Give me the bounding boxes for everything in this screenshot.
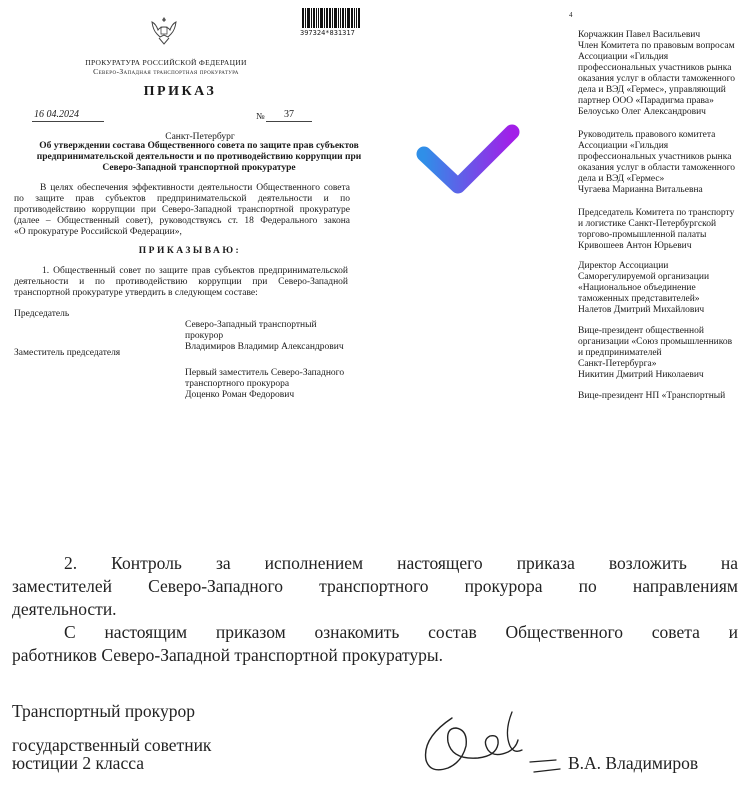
member-4: Директор Ассоциации Саморегулируемой организации «Национальное объединение таможенных представителей» Налетов Дмитрий Михайлович bbox=[578, 261, 710, 315]
org-name: ПРОКУРАТУРА РОССИЙСКОЙ ФЕДЕРАЦИИ bbox=[85, 58, 247, 67]
page-number: 4 bbox=[569, 11, 573, 19]
deputy-name: Доценко Роман Федорович bbox=[185, 390, 295, 400]
office-name: Северо-Западная транспортная прокуратура bbox=[93, 67, 239, 76]
member-name: Кривошеев Антон Юрьевич bbox=[578, 241, 692, 251]
doc-date: 16 04.2024 bbox=[34, 109, 79, 120]
member-3: Председатель Комитета по транспорту и логистике Санкт-Петербургской торгово-промышленной палаты Кривошеев Антон Юрьевич bbox=[578, 208, 735, 251]
member-name: Налетов Дмитрий Михайлович bbox=[578, 305, 705, 315]
deputy-info: Первый заместитель Северо-Западного транспортного прокурора Доценко Роман Федорович bbox=[185, 368, 375, 401]
date-line bbox=[32, 121, 104, 122]
member-2: Руководитель правового комитета Ассоциации «Гильдия профессиональных участников рынка оказания услуг в области таможенного дела и ВЭД «Гермес» Чугаева Марианна Витальевна bbox=[578, 130, 736, 195]
handwritten-signature bbox=[412, 700, 572, 780]
doc-number: 37 bbox=[284, 109, 294, 120]
member-1: Корчажкин Павел Васильевич Член Комитета по правовым вопросам Ассоциации «Гильдия профессиональных участников рынка оказания услуг в области таможенного дела и ВЭД «Гермес», управляющий партнер ООО «Парадигма права» Белоусько Олег Александрович bbox=[578, 30, 736, 117]
order-title: Об утверждении состава Общественного совета по защите прав субъектов предпринимательской деятельности и по противодействию коррупции при Северо-Западной транспортной прокуратуре bbox=[36, 141, 362, 173]
barcode-number: 397324*831317 bbox=[300, 29, 355, 37]
preamble: В целях обеспечения эффективности деятельности Общественного совета по защите прав субъектов предпринимательской деятельности и по противодействию коррупции при Северо-Западной транспортной прокуратуре (далее – Общественный совет), руководствуясь ст. 18 Федерального закона «О прокуратуре Российской Федерации», bbox=[14, 183, 350, 237]
item-2: 2. Контроль за исполнением настоящего приказа возложить на заместителей Северо-Западного транспортного прокурора по направлениям деятельности. С настоящим приказом ознакомить состав Общественного совета и работников Северо-Западной транспортной прокуратуры. bbox=[12, 553, 738, 665]
city: Санкт-Петербург bbox=[165, 132, 235, 142]
signature-name: В.А. Владимиров bbox=[568, 753, 699, 773]
coat-of-arms-icon bbox=[150, 14, 178, 46]
chairman-role: Председатель bbox=[14, 309, 70, 319]
member-5: Вице-президент общественной организации «Союз промышленников и предпринимателей Санкт-Петербурга» Никитин Дмитрий Николаевич bbox=[578, 326, 733, 380]
chairman-info: Северо-Западный транспортный прокурор Владимиров Владимир Александрович bbox=[185, 320, 365, 353]
item-1: 1. Общественный совет по защите прав субъектов предпринимательской деятельности и по противодействию коррупции при Северо-Западной транспортной прокуратуре утвердить в следующем составе: bbox=[14, 266, 348, 298]
number-line bbox=[266, 121, 312, 122]
barcode bbox=[302, 8, 361, 28]
signature-title: Транспортный прокурор bbox=[12, 701, 195, 721]
checkmark-icon bbox=[412, 118, 524, 202]
member-name: Белоусько Олег Александрович bbox=[578, 107, 706, 117]
order-word: ПРИКАЗЫВАЮ: bbox=[138, 246, 242, 256]
chairman-name: Владимиров Владимир Александрович bbox=[185, 342, 344, 352]
signature-rank: государственный советник юстиции 2 класса bbox=[12, 735, 212, 773]
doc-type: ПРИКАЗ bbox=[143, 84, 217, 99]
member-6: Вице-президент НП «Транспортный bbox=[578, 391, 726, 401]
number-prefix: № bbox=[256, 111, 265, 121]
deputy-role: Заместитель председателя bbox=[14, 348, 121, 358]
member-name: Чугаева Марианна Витальевна bbox=[578, 185, 703, 195]
member-name: Никитин Дмитрий Николаевич bbox=[578, 370, 704, 380]
